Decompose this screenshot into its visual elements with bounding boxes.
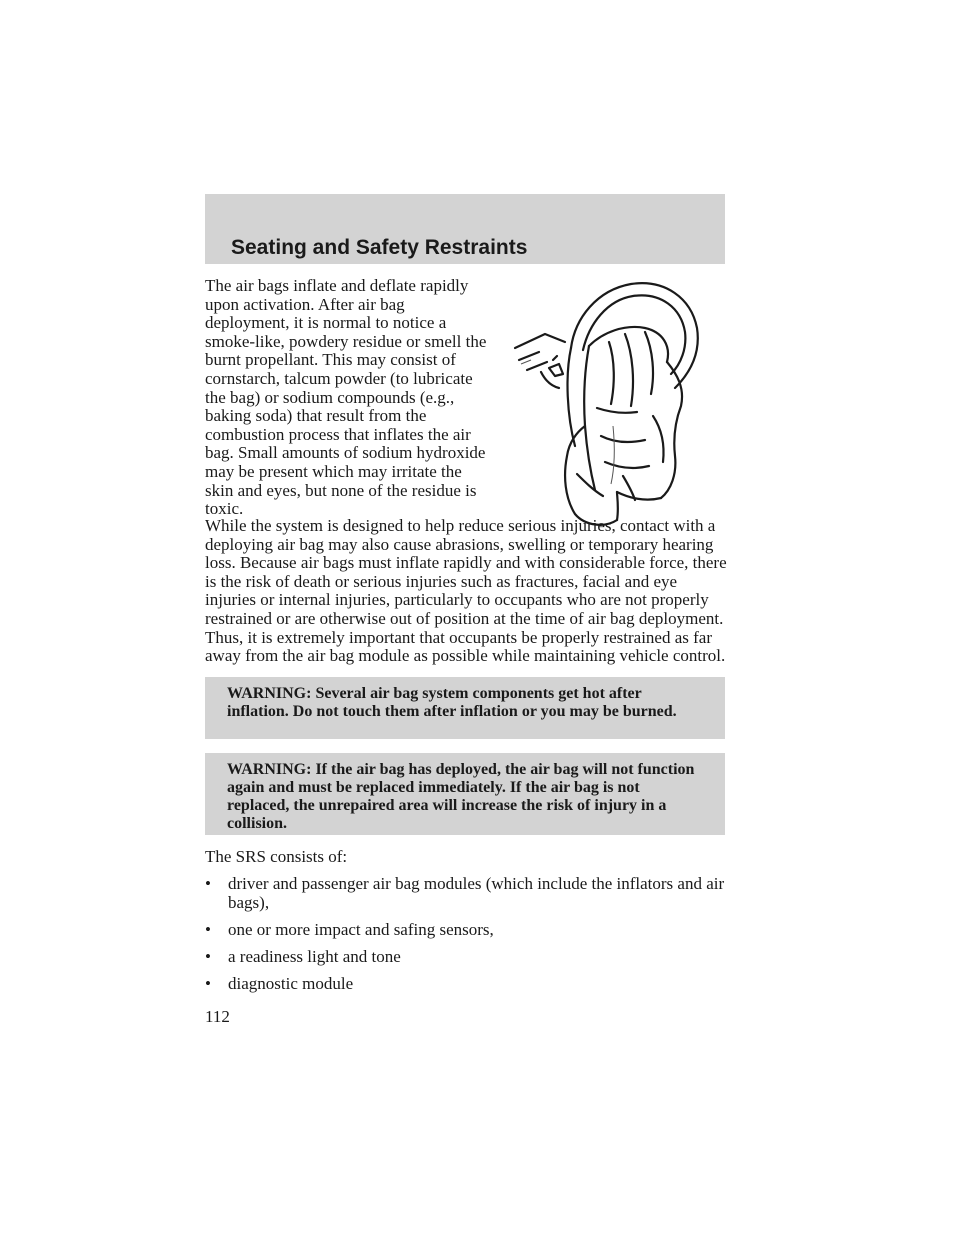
list-item [205, 921, 730, 940]
list-item [205, 875, 730, 912]
list-item-text: a readiness light and tone [228, 946, 401, 966]
list-item [205, 948, 730, 967]
list-item-text: one or more impact and safing sensors, [228, 919, 494, 939]
bullet-icon: • [205, 973, 211, 993]
page-number: 112 [205, 1007, 230, 1026]
section-header [205, 194, 725, 264]
warning-box-hot-components [205, 677, 725, 739]
warning-text: WARNING: Several air bag system components get hot after inflation. Do not touch them after inflation or you may be burned. [227, 685, 677, 720]
section-title: Seating and Safety Restraints [231, 236, 528, 259]
bullet-icon: • [205, 946, 211, 966]
srs-intro: The SRS consists of: [205, 847, 348, 866]
list-item-text: diagnostic module [228, 973, 354, 993]
steering-wheel-airbag-icon [505, 276, 730, 531]
warning-text: WARNING: If the air bag has deployed, the air bag will not function again and must be replaced immediately. If the air bag is not replaced, the unrepaired area will increase the risk of injury in a collision. [227, 761, 695, 832]
bullet-icon: • [205, 874, 211, 893]
warning-box-replace-airbag [205, 753, 725, 835]
deployed-airbag-illustration [505, 276, 730, 531]
list-item [205, 975, 730, 994]
srs-component-list [205, 875, 730, 1002]
airbag-injury-paragraph: While the system is designed to help reduce serious injuries, contact with a deploying air bag may also cause abrasions, swelling or temporary hearing loss. Because air bags must inflate rapidly and with considerable force, there is the risk of death or serious injuries such as fractures, facial and eye injuries or internal injuries, particularly to occupants who are not properly restrained or are otherwise out of position at the time of air bag deployment. Thus, it is extremely important that occupants be properly restrained as far away from the air bag module as possible while maintaining vehicle control. [205, 516, 727, 666]
bullet-icon: • [205, 919, 211, 939]
airbag-residue-paragraph: The air bags inflate and deflate rapidly upon activation. After air bag deployment, it is normal to notice a smoke-like, powdery residue or smell the burnt propellant. This may consist of cornstarch, talcum powder (to lubricate the bag) or sodium compounds (e.g., baking soda) that result from the combustion process that inflates the air bag. Small amounts of sodium hydroxide may be present which may irritate the skin and eyes, but none of the residue is toxic. [205, 276, 487, 519]
list-item-text: driver and passenger air bag modules (which include the inflators and air bags), [228, 874, 725, 912]
